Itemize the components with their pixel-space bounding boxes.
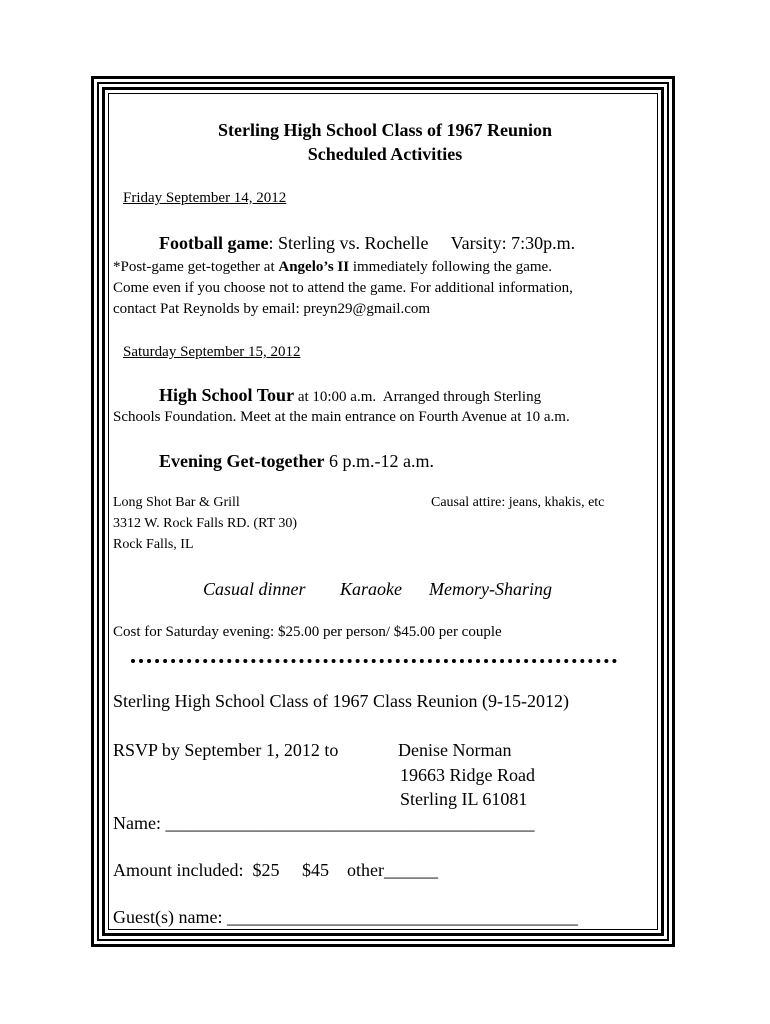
note-line-3: contact Pat Reynolds by email: preyn29@gmail.com	[113, 301, 431, 317]
rsvp-by: RSVP by September 1, 2012 to	[113, 740, 339, 760]
inner-border	[108, 93, 658, 930]
venue-name: Long Shot Bar & Grill	[113, 495, 240, 510]
tour-event	[159, 386, 541, 405]
note-line-2: Come even if you choose not to attend the game. For additional information,	[113, 280, 573, 296]
page-subtitle: Scheduled Activities	[307, 144, 463, 164]
contact-name: Denise Norman	[398, 740, 512, 760]
friday-date: Friday September 14, 2012	[123, 190, 287, 206]
note-suffix: immediately following the game.	[349, 259, 552, 275]
note-prefix: *Post-game get-together at	[113, 259, 279, 275]
contact-city: Sterling IL 61081	[400, 789, 528, 809]
amount-field[interactable]	[113, 861, 438, 879]
name-label: Name:	[113, 813, 166, 833]
guest-label: Guest(s) name:	[113, 907, 227, 927]
note-venue: Angelo’s II	[278, 259, 350, 275]
name-field[interactable]	[113, 814, 534, 832]
evening-event-time: 6 p.m.-12 a.m.	[324, 451, 434, 471]
guest-field[interactable]	[113, 908, 578, 926]
venue-city: Rock Falls, IL	[113, 537, 194, 552]
rsvp-heading: Sterling High School Class of 1967 Class Reunion (9-15-2012)	[113, 691, 569, 711]
name-blank[interactable]: _________________________________________	[165, 813, 535, 833]
page-title: Sterling High School Class of 1967 Reunion	[217, 120, 553, 140]
football-event-detail: : Sterling vs. Rochelle Varsity: 7:30p.m.	[268, 233, 576, 253]
activity-item: Karaoke	[340, 579, 402, 599]
amount-other-blank[interactable]: ______	[383, 860, 438, 880]
football-event	[159, 234, 575, 252]
evening-event-name: Evening Get-together	[159, 451, 325, 471]
tour-line-2: Schools Foundation. Meet at the main entrance on Fourth Avenue at 10 a.m.	[113, 409, 570, 425]
attire-note: Causal attire: jeans, khakis, etc	[431, 495, 605, 510]
saturday-date: Saturday September 15, 2012	[123, 344, 301, 360]
venue-address: 3312 W. Rock Falls RD. (RT 30)	[113, 516, 298, 531]
tour-event-detail: at 10:00 a.m. Arranged through Sterling	[294, 389, 542, 405]
amount-label: Amount included: $25 $45 other	[113, 860, 384, 880]
tour-event-name: High School Tour	[159, 385, 295, 405]
post-game-note	[113, 260, 552, 275]
activity-item: Memory-Sharing	[429, 579, 552, 599]
activity-item: Casual dinner	[203, 579, 306, 599]
evening-event	[159, 452, 434, 470]
contact-street: 19663 Ridge Road	[400, 765, 535, 785]
cost-note: Cost for Saturday evening: $25.00 per person/ $45.00 per couple	[113, 624, 502, 640]
cut-line	[131, 659, 617, 663]
guest-blank[interactable]: _______________________________________	[226, 907, 578, 927]
football-event-name: Football game	[159, 233, 269, 253]
